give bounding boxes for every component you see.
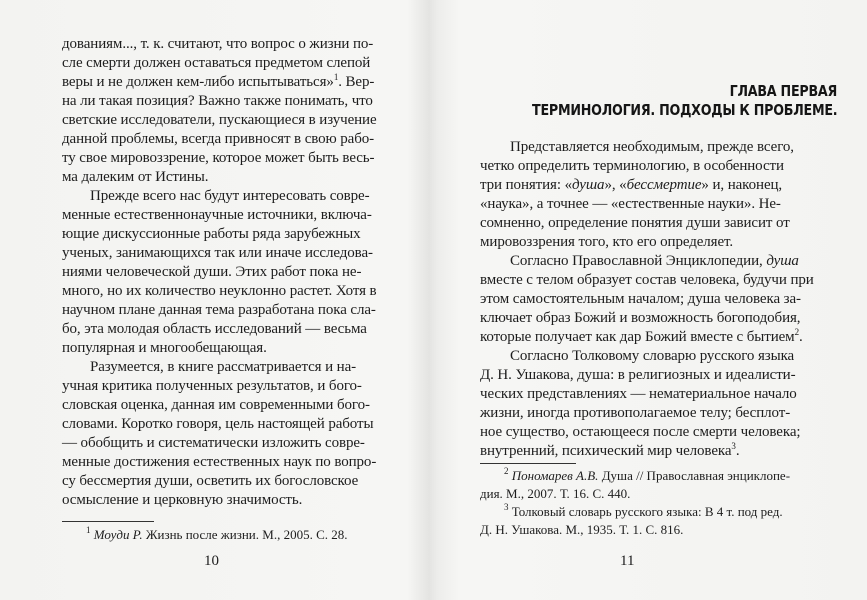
body-line: на ли такая позиция? Важно также понимать, что xyxy=(62,93,373,109)
body-line: «наука», а точнее — «естественные науки». Не- xyxy=(480,196,781,212)
body-line: популярная и многообещающая. xyxy=(62,340,267,356)
body-line: данной проблемы, всегда привносят в свою рабо- xyxy=(62,131,375,147)
chapter-subtitle: ТЕРМИНОЛОГИЯ. ПОДХОДЫ К ПРОБЛЕМЕ. xyxy=(531,101,837,119)
footnote: $^3$ Толковый словарь русского языка: В 4 т. под ред. xyxy=(504,502,783,519)
body-line: Д. Н. Ушакова, душа: в религиозных и идеалисти- xyxy=(480,367,796,383)
paragraph-start: Разумеется, в книге рассматривается и на- xyxy=(90,359,357,375)
body-line: три понятия: «душа», «бессмертие» и, наконец, xyxy=(480,177,783,193)
right-page xyxy=(434,0,867,600)
body-line: су бессмертия души, осветить их богословское xyxy=(62,473,359,489)
body-line: которые получает как дар Божий вместе с бытием$^2$. xyxy=(480,327,803,345)
body-line: научном плане данная тема разработана пока сла- xyxy=(62,302,376,318)
body-line: светские исследователи, пускающиеся в изучение xyxy=(62,112,377,128)
body-line: сле смерти должен оставаться предметом слепой xyxy=(62,55,371,71)
paragraph-start: Согласно Православной Энциклопедии, душа xyxy=(510,253,799,269)
body-line: бо, эта молодая область исследований — весьма xyxy=(62,321,367,337)
footnote-ref: 3 xyxy=(731,441,736,451)
body-line: словская оценка, данная им современными бого- xyxy=(62,397,370,413)
body-line: осмысление и церковную значимость. xyxy=(62,492,303,508)
body-line: внутренний, психический мир человека$^3$. xyxy=(480,441,740,459)
body-line: — обобщить и систематически изложить совре- xyxy=(62,435,365,451)
left-page xyxy=(0,0,433,600)
body-line: веры и не должен кем-либо испытываться»$^1$. Вер- xyxy=(62,72,375,90)
footnote-divider xyxy=(62,521,154,522)
body-line: много, но их количество неуклонно растет. Хотя в xyxy=(62,283,377,299)
footnote-ref: 2 xyxy=(794,327,799,337)
body-line: менные достижения естественных наук по вопро- xyxy=(62,454,377,470)
body-line: ющие дискуссионные работы ряда зарубежных xyxy=(62,226,361,242)
body-line: ученых, занимающихся так или иначе исследова- xyxy=(62,245,373,261)
paragraph-start: Представляется необходимым, прежде всего, xyxy=(510,139,794,155)
paragraph-start: Согласно Толковому словарю русского языка xyxy=(510,348,795,364)
body-line: дованиям..., т. к. считают, что вопрос о жизни по- xyxy=(62,36,374,52)
body-line: ческих представлениях — нематериальное начало xyxy=(480,386,797,402)
body-line: ма далеким от Истины. xyxy=(62,169,209,185)
body-line: менные естественнонаучные источники, включа- xyxy=(62,207,372,223)
footnote: $^2$ Пономарев А.В. Душа // Православная энциклопе- xyxy=(504,466,791,483)
body-line: ту свое мировоззрение, которое может быть весь- xyxy=(62,150,375,166)
footnote: дия. М., 2007. Т. 16. С. 440. xyxy=(480,486,631,501)
footnote: $^1$ Моуди Р. Жизнь после жизни. М., 2005. С. 28. xyxy=(86,525,348,542)
body-line: словами. Коротко говоря, цель настоящей работы xyxy=(62,416,374,432)
body-line: ключает образ Божий и возможность богоподобия, xyxy=(480,310,801,326)
footnote-ref: 1 xyxy=(333,72,339,82)
page-number: 11 xyxy=(620,553,635,569)
chapter-title: ГЛАВА ПЕРВАЯ xyxy=(729,82,837,100)
page-number: 10 xyxy=(204,553,219,569)
body-line: ниями человеческой души. Этих работ пока не- xyxy=(62,264,362,280)
body-line: ное существо, остающееся после смерти человека; xyxy=(480,424,801,440)
body-line: этом самостоятельным началом; душа человека за- xyxy=(480,291,801,307)
paragraph-start: Прежде всего нас будут интересовать совре- xyxy=(90,188,370,204)
body-line: мировоззрения того, кто его определяет. xyxy=(480,234,734,250)
body-line: жизни, иногда противополагаемое телу; бесплот- xyxy=(480,405,791,421)
body-line: учная критика полученных результатов, и бого- xyxy=(62,378,362,394)
footnote-divider xyxy=(480,463,576,464)
body-line: вместе с телом образует состав человека, будучи при xyxy=(480,272,814,288)
body-line: четко определить терминологию, в особенности xyxy=(480,158,784,174)
footnote: Д. Н. Ушакова. М., 1935. Т. 1. С. 816. xyxy=(480,522,684,537)
body-line: сомненно, определение понятия души зависит от xyxy=(480,215,790,231)
